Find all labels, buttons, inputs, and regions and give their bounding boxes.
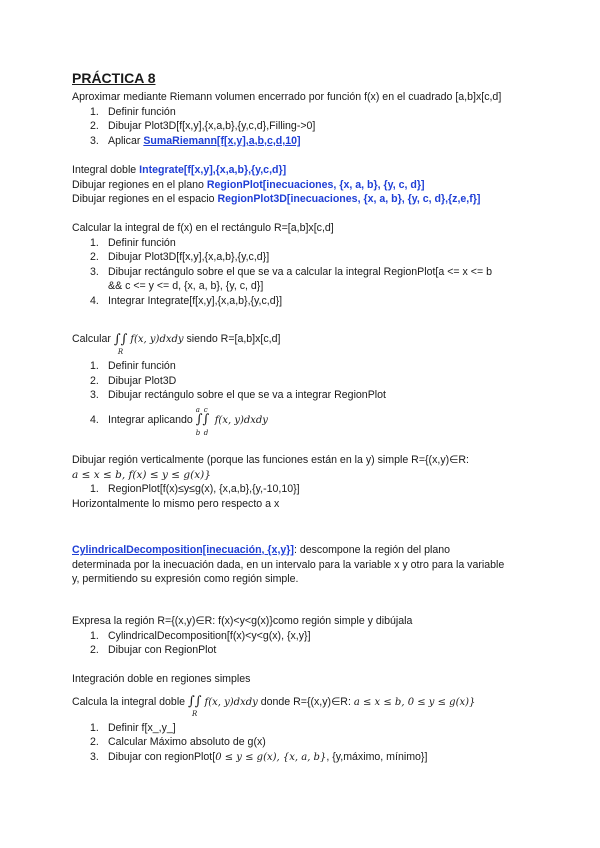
region-subscript: R (117, 347, 124, 356)
list-item: 2. Dibujar Plot3D (90, 374, 177, 387)
cylindrical-line: CylindricalDecomposition[inecuación, {x,y}]: descompone la región del plano (72, 544, 451, 556)
double-integral-sign: ∫∫ R (188, 694, 202, 719)
command-line: Dibujar regiones en el espacio RegionPlot3D[inecuaciones, {x, a, b}, {y, c, d},{z,e,f}] (72, 193, 481, 206)
double-integral-steps (72, 359, 540, 437)
riemann-steps (72, 105, 540, 149)
list-item: 1. Definir función (90, 105, 176, 118)
list-item: 4. Integrar Integrate[f[x,y],{x,a,b},{y,c,d}] (90, 294, 283, 307)
list-item: 4. Integrar aplicando ∫∫ a c b d f(x, y)dxdy (90, 406, 268, 438)
list-item: 2. Calcular Máximo absoluto de g(x) (90, 736, 266, 749)
section-heading: Integración doble en regiones simples (72, 673, 251, 685)
list-item: 2. Dibujar Plot3D[f[x,y],{x,a,b},{y,c,d}] (90, 251, 270, 264)
list-item-continuation: && c <= y <= d, {x, a, b}, {y, c, d}] (108, 280, 264, 293)
simple-integral-steps (72, 721, 540, 766)
page-title: PRÁCTICA 8 (72, 70, 156, 86)
section-cylindrical: CylindricalDecomposition[inecuación, {x,y}]: descompone la región del plano determinada por la inecuación dada, en un intervalo para la variable x y otro para la variable y, permitiendo su expresión como región simple. (72, 543, 540, 587)
rectangle-steps (72, 236, 540, 309)
integrand: f(x, y)dxdy (130, 334, 184, 345)
riemann-code: SumaRiemann[f[x,y],a,b,c,d,10] (143, 134, 301, 147)
list-item: 2. Dibujar con RegionPlot (90, 644, 217, 657)
section-vertical-region (72, 453, 540, 511)
rectangle-intro: Calcular la integral de f(x) en el rectángulo R=[a,b]x[c,d] (72, 222, 334, 234)
list-item: 2. Dibujar Plot3D[f[x,y],{x,a,b},{y,c,d},Filling->0] (90, 120, 316, 133)
section-rectangle-integral (72, 221, 540, 309)
simple-region-steps (72, 629, 540, 658)
vertical-region-intro: Dibujar región verticalmente (porque las funciones están en la y) simple R={(x,y)∈R: (72, 454, 469, 466)
riemann-intro: Aproximar mediante Riemann volumen encerrado por función f(x) en el cuadrado [a,b]x[c,d] (72, 91, 502, 103)
iterated-integral-sign: ∫∫ a c b d (195, 406, 210, 438)
section-simple-region-integration (72, 672, 540, 765)
vertical-region-steps (72, 482, 540, 497)
section-commands (72, 163, 540, 207)
section-double-integral (72, 332, 540, 437)
list-item: 3. Dibujar rectángulo sobre el que se va a calcular la integral RegionPlot[a <= x <= b (90, 265, 492, 278)
double-integral-intro: Calcular ∫∫ R f(x, y)dxdy siendo R=[a,b]x[c,d] (72, 332, 540, 354)
list-item: 3. Dibujar con regionPlot[0 ≤ y ≤ g(x), {x, a, b}, {y,máximo, mínimo}] (90, 750, 428, 763)
section-riemann (72, 90, 540, 148)
integrand: f(x, y)dxdy (204, 696, 258, 708)
regionplot3d-code: RegionPlot3D[inecuaciones, {x, a, b}, {y, c, d},{z,e,f}] (217, 193, 481, 206)
command-line: Dibujar regiones en el plano RegionPlot[inecuaciones, {x, a, b}, {y, c, d}] (72, 178, 425, 191)
list-item: 1. Definir función (90, 236, 176, 249)
list-item: 3. Dibujar rectángulo sobre el que se va a integrar RegionPlot (90, 389, 386, 402)
cylindrical-code: CylindricalDecomposition[inecuación, {x,y}] (72, 544, 294, 556)
simple-integral-intro: Calcula la integral doble ∫∫ R f(x, y)dxdy donde R={(x,y)∈R: a ≤ x ≤ b, 0 ≤ y ≤ g(x)} (72, 694, 476, 719)
horizontal-note: Horizontalmente lo mismo pero respecto a x (72, 497, 280, 510)
list-item: 1. Definir función (90, 360, 176, 372)
regionplot-code: RegionPlot[inecuaciones, {x, a, b}, {y, c, d}] (206, 178, 425, 191)
double-integral-sign: ∫∫ R (114, 333, 128, 346)
command-line: Integral doble Integrate[f[x,y],{x,a,b},{y,c,d}] (72, 164, 287, 176)
list-item: 1. Definir f[x_,y_] (90, 721, 176, 734)
section-simple-region (72, 614, 540, 658)
list-item: 3. Aplicar SumaRiemann[f[x,y],a,b,c,d,10] (90, 134, 301, 147)
integrate-code: Integrate[f[x,y],{x,a,b},{y,c,d}] (139, 164, 287, 176)
integrand: f(x, y)dxdy (214, 414, 268, 426)
simple-region-intro: Expresa la región R={(x,y)∈R: f(x)<y<g(x)}como región simple y dibújala (72, 615, 413, 627)
region-condition: a ≤ x ≤ b, 0 ≤ y ≤ g(x)} (353, 696, 476, 708)
list-item: 1. CylindricalDecomposition[f(x)<y<g(x), {x,y}] (90, 629, 311, 642)
region-inequality: a ≤ x ≤ b, f(x) ≤ y ≤ g(x)} (72, 468, 211, 481)
list-item: 1. RegionPlot[f(x)≤y≤g(x), {x,a,b},{y,-10,10}] (90, 483, 300, 496)
